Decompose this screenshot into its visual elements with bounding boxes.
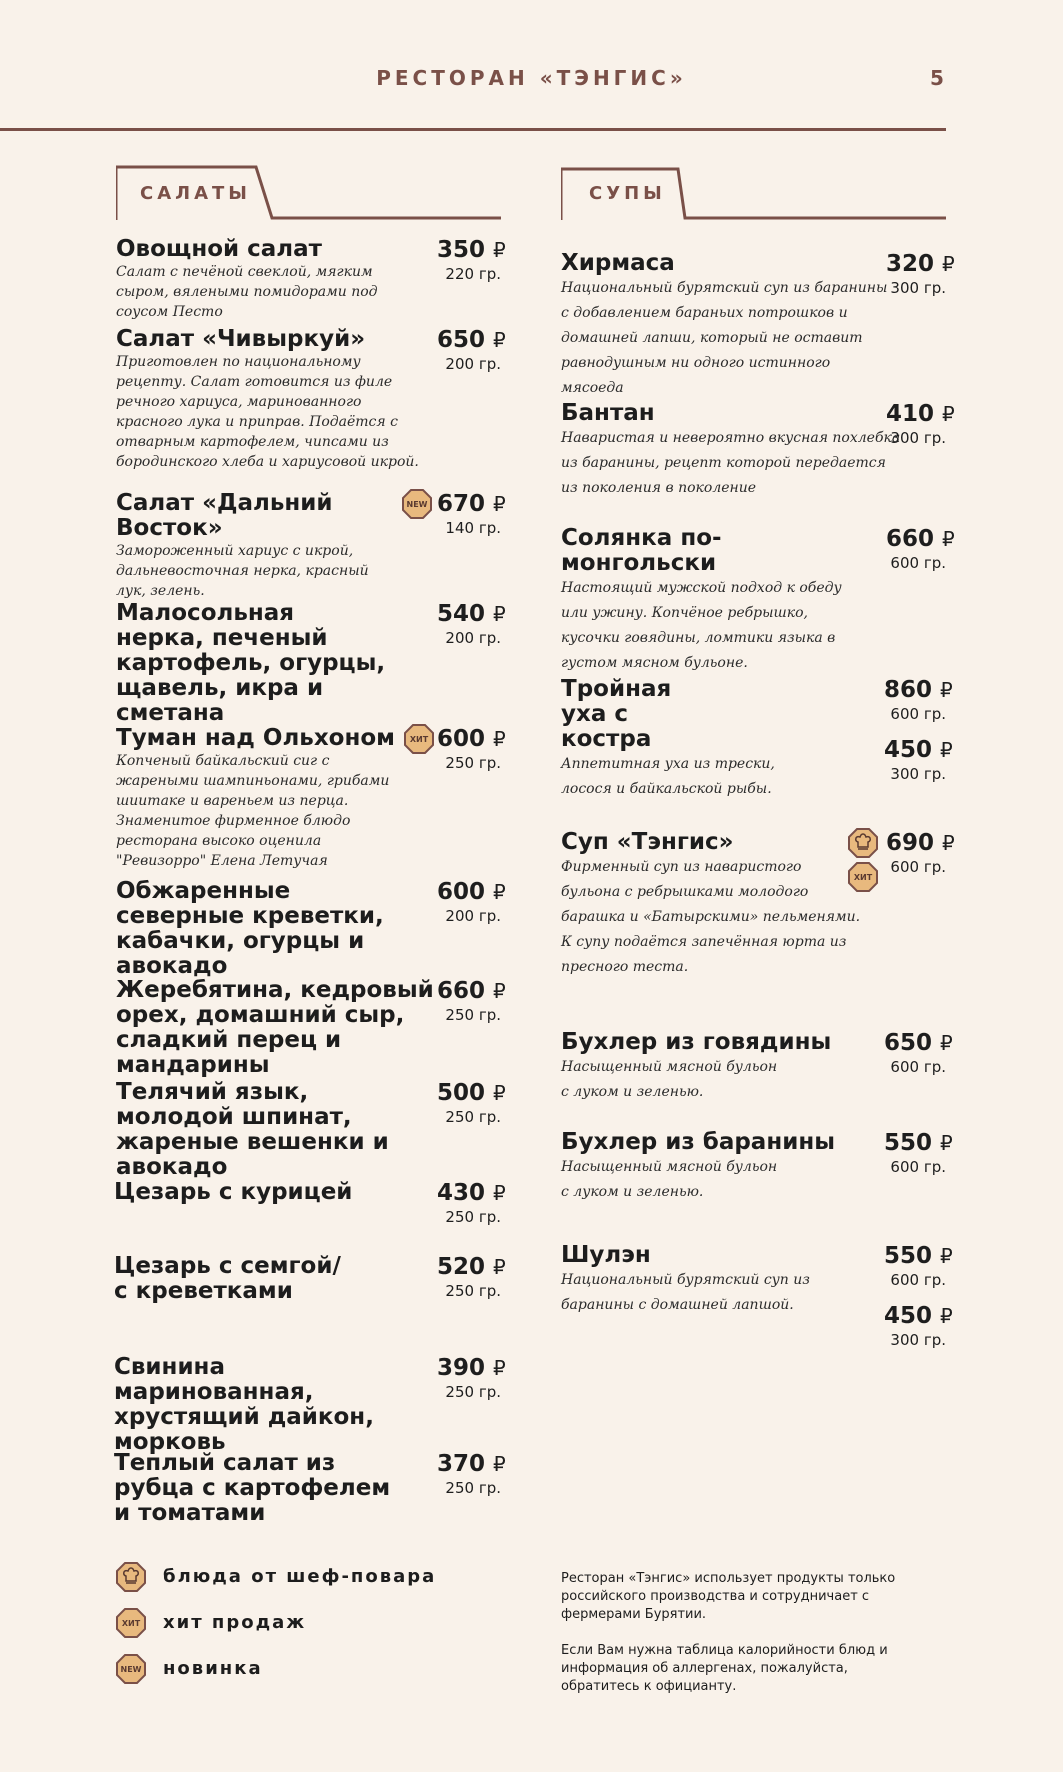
dish-name: Бухлер из говядины — [561, 1029, 832, 1055]
dish-price-small: 450 ₽ — [884, 1303, 953, 1329]
dish-price: 670 ₽ — [437, 491, 506, 517]
dish-weight: 250 гр. — [445, 754, 501, 772]
dish-price: 550 ₽ — [884, 1130, 953, 1156]
menu-item — [114, 1253, 506, 1304]
dish-description: Копченый байкальский сиг с жареными шампиньонами, грибами шиитаке и вареньем из перца. Знаменитое фирменное блюдо ресторана высоко оценила "Ревизорро" Елена Летучая — [116, 753, 390, 869]
dish-weight: 600 гр. — [890, 554, 946, 572]
dish-price: 320 ₽ — [886, 251, 955, 277]
new-badge-icon — [116, 1654, 146, 1684]
dish-description: Фирменный суп из наваристого бульона с ребрышками молодого барашка и «Батырскими» пельменями. К супу подаётся запечённая юрта из пресного теста. — [561, 859, 861, 975]
dish-name: Овощной салат — [116, 236, 323, 262]
legend-label: хит продаж — [163, 1612, 307, 1633]
dish-weight: 300 гр. — [890, 279, 946, 297]
dish-name: Свинина маринованная, хрустящий дайкон, морковь — [114, 1354, 374, 1455]
menu-item — [116, 1079, 506, 1180]
menu-item — [114, 1354, 506, 1455]
dish-name: Бантан — [561, 400, 655, 426]
salads-title: САЛАТЫ — [140, 183, 251, 204]
dish-weight: 140 гр. — [445, 519, 501, 537]
dish-name: Туман над Ольхоном — [116, 725, 395, 751]
dish-description: Замороженный хариус с икрой, дальневосточная нерка, красный лук, зелень. — [116, 543, 369, 599]
svg-text:ХИТ: ХИТ — [409, 735, 429, 744]
dish-weight-small: 300 гр. — [890, 765, 946, 783]
menu-item — [561, 676, 953, 802]
menu-item — [116, 326, 506, 472]
dish-price: 550 ₽ — [884, 1243, 953, 1269]
dish-description: Салат с печёной свеклой, мягким сыром, вялеными помидорами под соусом Песто — [116, 264, 378, 320]
dish-price-small: 450 ₽ — [884, 737, 953, 763]
legend-item-new — [116, 1654, 476, 1700]
legend-label: новинка — [163, 1658, 263, 1679]
dish-weight: 250 гр. — [445, 1282, 501, 1300]
dish-price: 660 ₽ — [437, 978, 506, 1004]
new-badge-icon — [402, 489, 432, 519]
svg-text:ХИТ: ХИТ — [853, 873, 873, 882]
dish-price: 860 ₽ — [884, 677, 953, 703]
dish-price: 390 ₽ — [437, 1355, 506, 1381]
dish-weight: 600 гр. — [890, 705, 946, 723]
dish-weight: 600 гр. — [890, 1158, 946, 1176]
dish-weight: 600 гр. — [890, 1271, 946, 1289]
dish-weight: 250 гр. — [445, 1108, 501, 1126]
dish-weight: 600 гр. — [890, 1058, 946, 1076]
chef-icon — [116, 1562, 146, 1592]
dish-weight: 250 гр. — [445, 1383, 501, 1401]
hit-badge-icon — [404, 724, 434, 754]
hit-badge-icon — [116, 1608, 146, 1638]
dish-price: 430 ₽ — [437, 1180, 506, 1206]
dish-name: Салат «Дальний Восток» — [116, 490, 333, 541]
legend-item-chef — [116, 1562, 476, 1608]
svg-text:ХИТ: ХИТ — [121, 1619, 141, 1628]
dish-name: Жеребятина, кедровый орех, домашний сыр, сладкий перец и мандарины — [116, 977, 434, 1078]
dish-price: 690 ₽ — [886, 830, 955, 856]
dish-description: Наваристая и невероятно вкусная похлебка из баранины, рецепт которой передается из поколения в поколение — [561, 430, 901, 496]
dish-description: Насыщенный мясной бульон с луком и зеленью. — [561, 1059, 778, 1100]
legend-label: блюда от шеф-повара — [163, 1566, 437, 1587]
soups-tab — [561, 165, 946, 221]
dish-weight: 200 гр. — [445, 907, 501, 925]
menu-item — [116, 490, 506, 601]
dish-name: Бухлер из баранины — [561, 1129, 836, 1155]
menu-item — [561, 525, 955, 676]
dish-price: 600 ₽ — [437, 726, 506, 752]
menu-item — [116, 725, 506, 871]
dish-weight-small: 300 гр. — [890, 1331, 946, 1349]
dish-name: Телячий язык, молодой шпинат, жареные вешенки и авокадо — [116, 1079, 389, 1180]
dish-name: Цезарь с семгой/ с креветками — [114, 1253, 341, 1304]
footer-note — [561, 1570, 901, 1714]
dish-price: 650 ₽ — [884, 1030, 953, 1056]
menu-item — [116, 977, 506, 1078]
chef-icon — [848, 828, 878, 858]
dish-description: Аппетитная уха из трески, лосося и байкальской рыбы. — [561, 756, 775, 797]
menu-item — [116, 600, 506, 726]
salads-tab — [116, 165, 501, 221]
dish-weight: 250 гр. — [445, 1208, 501, 1226]
dish-name: Салат «Чивыркуй» — [116, 326, 366, 352]
dish-price: 370 ₽ — [437, 1451, 506, 1477]
dish-weight: 220 гр. — [445, 265, 501, 283]
dish-weight: 250 гр. — [445, 1006, 501, 1024]
dish-price: 350 ₽ — [437, 237, 506, 263]
dish-weight: 200 гр. — [445, 355, 501, 373]
dish-name: Малосольная нерка, печеный картофель, огурцы, щавель, икра и сметана — [116, 600, 386, 726]
restaurant-title: РЕСТОРАН «ТЭНГИС» — [376, 66, 687, 90]
header-divider — [0, 128, 946, 131]
menu-item — [561, 829, 955, 980]
menu-item — [561, 1129, 953, 1205]
menu-item — [116, 236, 506, 322]
dish-description: Национальный бурятский суп из баранины с добавлением бараньих потрошков и домашней лапши, который не оставит равнодушным ни одного истинного мясоеда — [561, 280, 888, 396]
dish-price: 660 ₽ — [886, 526, 955, 552]
dish-weight: 250 гр. — [445, 1479, 501, 1497]
legend-item-hit — [116, 1608, 476, 1654]
dish-name: Теплый салат из рубца с картофелем и томатами — [114, 1450, 391, 1526]
badge-legend — [116, 1562, 476, 1700]
dish-name: Солянка по-монгольски — [561, 525, 722, 576]
salads-section — [114, 165, 506, 1526]
dish-price: 600 ₽ — [437, 879, 506, 905]
allergen-note: Если Вам нужна таблица калорийности блюд и информация об аллергенах, пожалуйста, обратитесь к официанту. — [561, 1643, 888, 1694]
dish-price: 410 ₽ — [886, 401, 955, 427]
soups-section — [561, 165, 955, 1349]
dish-weight: 200 гр. — [445, 629, 501, 647]
dish-weight: 300 гр. — [890, 429, 946, 447]
menu-item — [114, 1179, 506, 1226]
dish-price: 500 ₽ — [437, 1080, 506, 1106]
menu-item — [116, 878, 506, 979]
sourcing-note: Ресторан «Тэнгис» использует продукты только российского производства и сотрудничает с фермерами Бурятии. — [561, 1571, 896, 1622]
menu-item — [114, 1450, 506, 1526]
dish-description: Национальный бурятский суп из баранины с домашней лапшой. — [561, 1272, 810, 1313]
soups-title: СУПЫ — [589, 183, 666, 204]
dish-price: 540 ₽ — [437, 601, 506, 627]
dish-description: Насыщенный мясной бульон с луком и зеленью. — [561, 1159, 778, 1200]
menu-item — [561, 1029, 953, 1105]
dish-price: 650 ₽ — [437, 327, 506, 353]
svg-text:NEW: NEW — [120, 1665, 142, 1674]
dish-name: Хирмаса — [561, 250, 675, 276]
dish-weight: 600 гр. — [890, 858, 946, 876]
dish-name: Обжаренные северные креветки, кабачки, огурцы и авокадо — [116, 878, 384, 979]
menu-item — [561, 400, 955, 501]
hit-badge-icon — [848, 862, 878, 892]
dish-name: Цезарь с курицей — [114, 1179, 353, 1205]
dish-name: Шулэн — [561, 1242, 651, 1268]
menu-item — [561, 1242, 953, 1349]
menu-item — [561, 250, 955, 401]
dish-description: Приготовлен по национальному рецепту. Салат готовится из филе речного хариуса, маринованного красного лука и приправ. Подаётся с отварным картофелем, чипсами из бородинского хлеба и хариусовой икрой. — [116, 354, 419, 470]
dish-name: Суп «Тэнгис» — [561, 829, 734, 855]
page-number: 5 — [930, 66, 944, 90]
svg-text:NEW: NEW — [406, 500, 428, 509]
dish-description: Настоящий мужской подход к обеду или ужину. Копчёное ребрышко, кусочки говядины, ломтики языка в густом мясном бульоне. — [561, 580, 842, 671]
dish-price: 520 ₽ — [437, 1254, 506, 1280]
dish-name: Тройная уха с костра — [561, 676, 672, 752]
